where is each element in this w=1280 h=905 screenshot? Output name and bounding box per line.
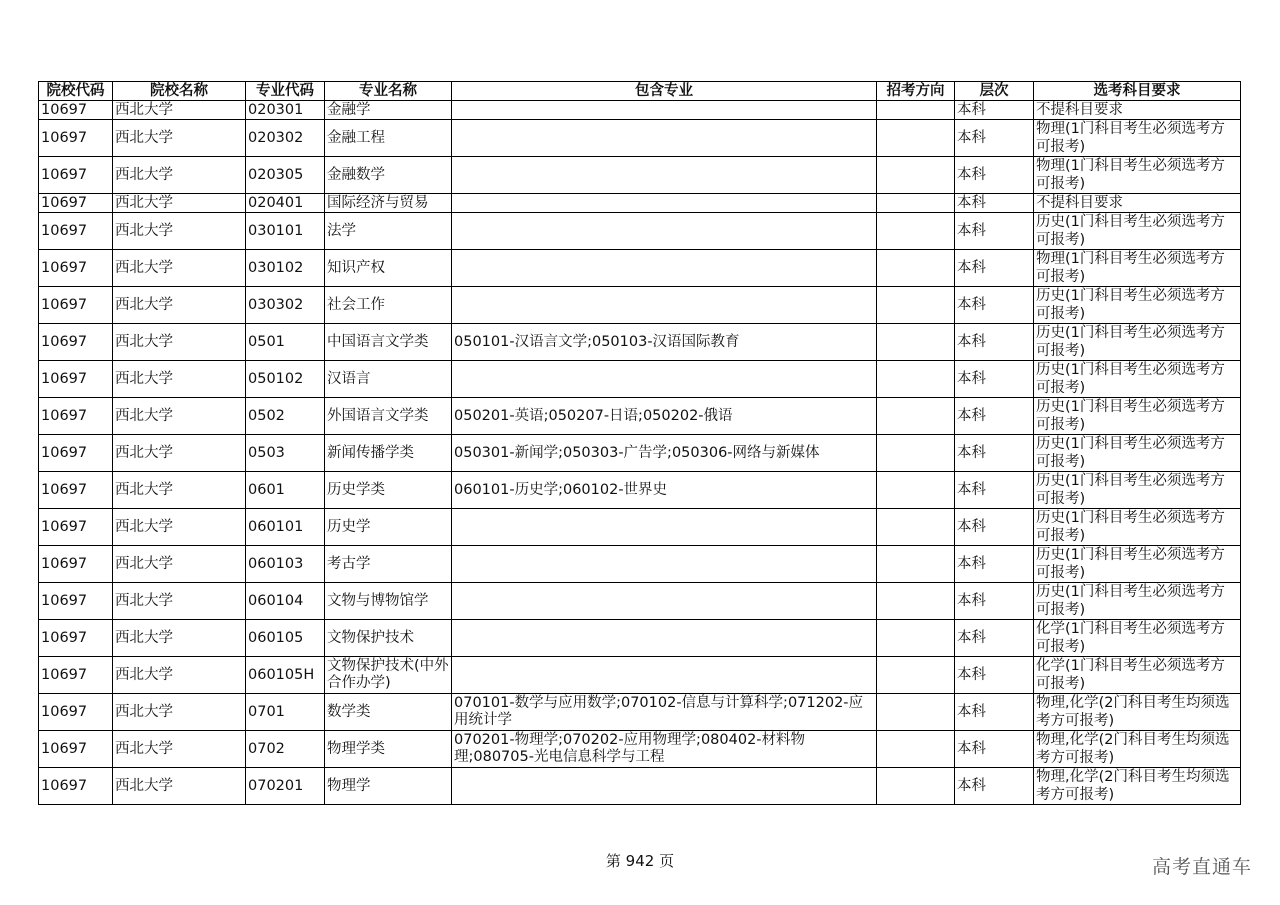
header-subject-requirement: 选考科目要求 (1034, 82, 1241, 101)
cell-school-code: 10697 (39, 287, 113, 324)
header-level: 层次 (955, 82, 1034, 101)
cell-major-code: 030302 (246, 287, 325, 324)
cell-included-majors: 070201-物理学;070202-应用物理学;080402-材料物理;080705-光电信息科学与工程 (452, 731, 877, 768)
cell-included-majors: 050301-新闻学;050303-广告学;050306-网络与新媒体 (452, 435, 877, 472)
cell-included-majors (452, 120, 877, 157)
table-row (39, 324, 1241, 361)
table-row (39, 657, 1241, 694)
cell-major-code: 0501 (246, 324, 325, 361)
cell-major-code: 0702 (246, 731, 325, 768)
header-school-code: 院校代码 (39, 82, 113, 101)
cell-major-name: 法学 (325, 213, 452, 250)
cell-level: 本科 (955, 694, 1034, 731)
cell-subject-requirement: 历史(1门科目考生必须选考方可报考) (1034, 509, 1241, 546)
cell-direction (877, 546, 955, 583)
cell-major-code: 020302 (246, 120, 325, 157)
cell-level: 本科 (955, 657, 1034, 694)
cell-major-name: 社会工作 (325, 287, 452, 324)
table-row (39, 157, 1241, 194)
table-row (39, 120, 1241, 157)
cell-direction (877, 120, 955, 157)
header-included-majors: 包含专业 (452, 82, 877, 101)
cell-major-name: 文物与博物馆学 (325, 583, 452, 620)
table-row (39, 509, 1241, 546)
cell-subject-requirement: 物理,化学(2门科目考生均须选考方可报考) (1034, 694, 1241, 731)
cell-school-name: 西北大学 (113, 546, 246, 583)
cell-level: 本科 (955, 546, 1034, 583)
cell-school-name: 西北大学 (113, 101, 246, 120)
cell-direction (877, 768, 955, 805)
cell-level: 本科 (955, 157, 1034, 194)
header-direction: 招考方向 (877, 82, 955, 101)
cell-subject-requirement: 化学(1门科目考生必须选考方可报考) (1034, 620, 1241, 657)
cell-school-code: 10697 (39, 657, 113, 694)
header-major-name: 专业名称 (325, 82, 452, 101)
cell-school-code: 10697 (39, 435, 113, 472)
cell-included-majors (452, 509, 877, 546)
cell-major-name: 金融学 (325, 101, 452, 120)
cell-school-name: 西北大学 (113, 657, 246, 694)
cell-level: 本科 (955, 731, 1034, 768)
cell-level: 本科 (955, 101, 1034, 120)
cell-major-name: 汉语言 (325, 361, 452, 398)
cell-subject-requirement: 历史(1门科目考生必须选考方可报考) (1034, 435, 1241, 472)
cell-included-majors (452, 157, 877, 194)
cell-major-code: 020401 (246, 194, 325, 213)
cell-major-name: 考古学 (325, 546, 452, 583)
cell-school-name: 西北大学 (113, 287, 246, 324)
table-row (39, 472, 1241, 509)
cell-school-name: 西北大学 (113, 361, 246, 398)
cell-subject-requirement: 不提科目要求 (1034, 101, 1241, 120)
cell-included-majors (452, 287, 877, 324)
cell-school-code: 10697 (39, 694, 113, 731)
cell-subject-requirement: 历史(1门科目考生必须选考方可报考) (1034, 213, 1241, 250)
cell-major-code: 060105 (246, 620, 325, 657)
cell-school-code: 10697 (39, 101, 113, 120)
cell-included-majors: 060101-历史学;060102-世界史 (452, 472, 877, 509)
cell-school-code: 10697 (39, 361, 113, 398)
cell-level: 本科 (955, 509, 1034, 546)
cell-major-name: 国际经济与贸易 (325, 194, 452, 213)
cell-major-code: 060105H (246, 657, 325, 694)
cell-school-code: 10697 (39, 583, 113, 620)
cell-subject-requirement: 历史(1门科目考生必须选考方可报考) (1034, 287, 1241, 324)
cell-school-code: 10697 (39, 546, 113, 583)
cell-direction (877, 620, 955, 657)
table-row (39, 694, 1241, 731)
cell-included-majors (452, 620, 877, 657)
cell-school-name: 西北大学 (113, 620, 246, 657)
table-row (39, 546, 1241, 583)
cell-school-code: 10697 (39, 157, 113, 194)
cell-school-code: 10697 (39, 509, 113, 546)
cell-subject-requirement: 历史(1门科目考生必须选考方可报考) (1034, 472, 1241, 509)
cell-school-code: 10697 (39, 768, 113, 805)
cell-major-name: 金融数学 (325, 157, 452, 194)
cell-level: 本科 (955, 620, 1034, 657)
header-row (39, 82, 1241, 101)
table-row (39, 620, 1241, 657)
table-row (39, 768, 1241, 805)
cell-subject-requirement: 历史(1门科目考生必须选考方可报考) (1034, 324, 1241, 361)
cell-school-name: 西北大学 (113, 120, 246, 157)
cell-major-code: 070201 (246, 768, 325, 805)
cell-included-majors: 070101-数学与应用数学;070102-信息与计算科学;071202-应用统计学 (452, 694, 877, 731)
cell-level: 本科 (955, 194, 1034, 213)
cell-direction (877, 694, 955, 731)
cell-included-majors (452, 361, 877, 398)
table-row (39, 398, 1241, 435)
table-row (39, 435, 1241, 472)
cell-school-name: 西北大学 (113, 194, 246, 213)
cell-school-code: 10697 (39, 213, 113, 250)
cell-school-code: 10697 (39, 620, 113, 657)
cell-major-code: 030102 (246, 250, 325, 287)
cell-subject-requirement: 历史(1门科目考生必须选考方可报考) (1034, 546, 1241, 583)
cell-direction (877, 583, 955, 620)
cell-included-majors (452, 194, 877, 213)
cell-subject-requirement: 历史(1门科目考生必须选考方可报考) (1034, 583, 1241, 620)
cell-level: 本科 (955, 472, 1034, 509)
cell-direction (877, 213, 955, 250)
cell-included-majors (452, 583, 877, 620)
cell-direction (877, 250, 955, 287)
cell-major-code: 0701 (246, 694, 325, 731)
cell-subject-requirement: 物理,化学(2门科目考生均须选考方可报考) (1034, 768, 1241, 805)
cell-level: 本科 (955, 583, 1034, 620)
cell-direction (877, 509, 955, 546)
cell-school-code: 10697 (39, 731, 113, 768)
cell-included-majors (452, 768, 877, 805)
cell-school-name: 西北大学 (113, 435, 246, 472)
cell-major-code: 030101 (246, 213, 325, 250)
cell-direction (877, 324, 955, 361)
cell-subject-requirement: 历史(1门科目考生必须选考方可报考) (1034, 361, 1241, 398)
cell-level: 本科 (955, 213, 1034, 250)
cell-included-majors: 050101-汉语言文学;050103-汉语国际教育 (452, 324, 877, 361)
cell-subject-requirement: 化学(1门科目考生必须选考方可报考) (1034, 657, 1241, 694)
cell-school-code: 10697 (39, 120, 113, 157)
cell-included-majors (452, 546, 877, 583)
cell-level: 本科 (955, 398, 1034, 435)
cell-level: 本科 (955, 324, 1034, 361)
cell-major-name: 外国语言文学类 (325, 398, 452, 435)
cell-major-name: 文物保护技术(中外合作办学) (325, 657, 452, 694)
cell-level: 本科 (955, 250, 1034, 287)
cell-school-name: 西北大学 (113, 250, 246, 287)
cell-direction (877, 157, 955, 194)
admissions-table (38, 81, 1241, 805)
cell-major-name: 文物保护技术 (325, 620, 452, 657)
cell-subject-requirement: 物理,化学(2门科目考生均须选考方可报考) (1034, 731, 1241, 768)
cell-level: 本科 (955, 768, 1034, 805)
cell-level: 本科 (955, 361, 1034, 398)
cell-level: 本科 (955, 120, 1034, 157)
cell-direction (877, 657, 955, 694)
cell-school-name: 西北大学 (113, 324, 246, 361)
table-row (39, 101, 1241, 120)
cell-direction (877, 435, 955, 472)
cell-school-name: 西北大学 (113, 694, 246, 731)
cell-major-name: 历史学类 (325, 472, 452, 509)
cell-subject-requirement: 不提科目要求 (1034, 194, 1241, 213)
cell-major-code: 0502 (246, 398, 325, 435)
watermark-text: 高考直通车 (1151, 856, 1252, 878)
cell-subject-requirement: 物理(1门科目考生必须选考方可报考) (1034, 120, 1241, 157)
cell-direction (877, 194, 955, 213)
cell-major-name: 数学类 (325, 694, 452, 731)
cell-direction (877, 472, 955, 509)
cell-school-name: 西北大学 (113, 509, 246, 546)
cell-direction (877, 101, 955, 120)
cell-school-name: 西北大学 (113, 157, 246, 194)
cell-included-majors: 050201-英语;050207-日语;050202-俄语 (452, 398, 877, 435)
table-row (39, 194, 1241, 213)
cell-major-code: 0503 (246, 435, 325, 472)
cell-included-majors (452, 250, 877, 287)
cell-direction (877, 287, 955, 324)
cell-level: 本科 (955, 287, 1034, 324)
cell-major-code: 050102 (246, 361, 325, 398)
cell-included-majors (452, 213, 877, 250)
cell-school-name: 西北大学 (113, 472, 246, 509)
cell-school-name: 西北大学 (113, 398, 246, 435)
cell-major-code: 0601 (246, 472, 325, 509)
cell-major-name: 中国语言文学类 (325, 324, 452, 361)
cell-subject-requirement: 物理(1门科目考生必须选考方可报考) (1034, 250, 1241, 287)
cell-school-name: 西北大学 (113, 213, 246, 250)
header-school-name: 院校名称 (113, 82, 246, 101)
cell-school-code: 10697 (39, 194, 113, 213)
cell-subject-requirement: 历史(1门科目考生必须选考方可报考) (1034, 398, 1241, 435)
table-row (39, 583, 1241, 620)
cell-school-name: 西北大学 (113, 583, 246, 620)
cell-major-code: 060104 (246, 583, 325, 620)
cell-major-name: 金融工程 (325, 120, 452, 157)
table-row (39, 287, 1241, 324)
header-major-code: 专业代码 (246, 82, 325, 101)
cell-major-code: 060101 (246, 509, 325, 546)
table-row (39, 250, 1241, 287)
cell-school-code: 10697 (39, 398, 113, 435)
cell-major-name: 知识产权 (325, 250, 452, 287)
cell-school-name: 西北大学 (113, 768, 246, 805)
cell-major-name: 物理学类 (325, 731, 452, 768)
cell-school-name: 西北大学 (113, 731, 246, 768)
cell-major-name: 新闻传播学类 (325, 435, 452, 472)
page-number: 第 942 页 (605, 852, 675, 870)
cell-major-code: 020305 (246, 157, 325, 194)
cell-major-code: 060103 (246, 546, 325, 583)
cell-direction (877, 361, 955, 398)
cell-subject-requirement: 物理(1门科目考生必须选考方可报考) (1034, 157, 1241, 194)
cell-direction (877, 398, 955, 435)
table-row (39, 213, 1241, 250)
cell-school-code: 10697 (39, 472, 113, 509)
cell-major-code: 020301 (246, 101, 325, 120)
cell-included-majors (452, 657, 877, 694)
table-row (39, 361, 1241, 398)
cell-direction (877, 731, 955, 768)
cell-major-name: 物理学 (325, 768, 452, 805)
cell-school-code: 10697 (39, 250, 113, 287)
cell-major-name: 历史学 (325, 509, 452, 546)
cell-school-code: 10697 (39, 324, 113, 361)
table-row (39, 731, 1241, 768)
cell-level: 本科 (955, 435, 1034, 472)
cell-included-majors (452, 101, 877, 120)
